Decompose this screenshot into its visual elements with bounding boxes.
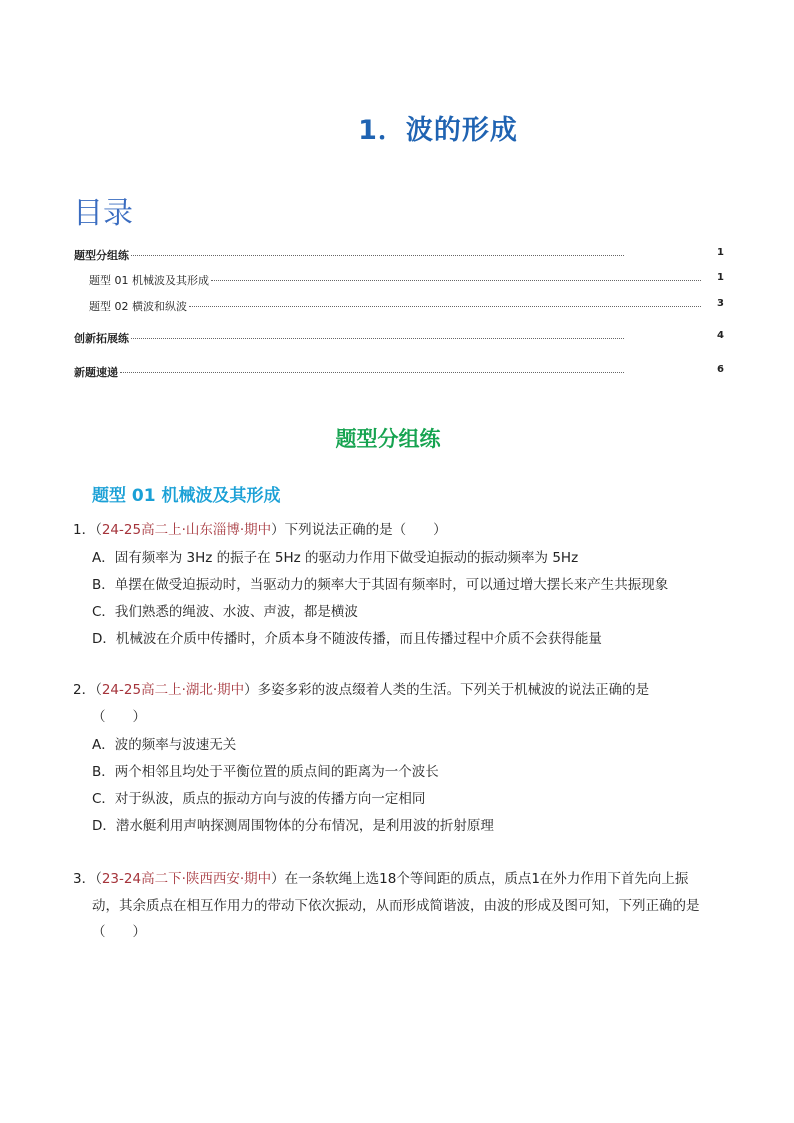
- option-c[interactable]: C．对于纵波，质点的振动方向与波的传播方向一定相同: [92, 791, 426, 807]
- source-close: ）: [271, 871, 285, 887]
- option-d[interactable]: D．潜水艇利用声呐探测周围物体的分布情况，是利用波的折射原理: [92, 818, 494, 834]
- source-close: ）: [271, 522, 285, 538]
- option-c[interactable]: C．我们熟悉的绳波、水波、声波，都是横波: [92, 604, 358, 620]
- option-d[interactable]: D．机械波在介质中传播时，介质本身不随波传播，而且传播过程中介质不会获得能量: [92, 631, 602, 647]
- option-a[interactable]: A．固有频率为 3Hz 的振子在 5Hz 的驱动力作用下做受迫振动的振动频率为 5Hz: [92, 550, 579, 566]
- toc-entry-label: 新题速递: [74, 366, 118, 379]
- toc-entry-page: 1: [717, 247, 724, 258]
- document-title: 1．波的形成: [358, 115, 518, 146]
- question-text: 在一条软绳上选18个等间距的质点，质点1在外力作用下首先向上振: [284, 871, 689, 887]
- toc-leader: [131, 255, 624, 256]
- question-number: 3．: [73, 871, 96, 887]
- question-text: 下列说法正确的是（ ）: [284, 522, 447, 538]
- toc-heading: 目录: [73, 196, 133, 231]
- source-open: （: [95, 682, 102, 698]
- question-source: 24-25高二上·湖北·期中: [101, 682, 245, 698]
- toc-leader: [211, 280, 701, 281]
- toc-leader: [120, 372, 624, 373]
- toc-entry-label: 题型分组练: [74, 249, 129, 262]
- toc-entry-page: 1: [717, 272, 724, 283]
- question-3-stem: [73, 866, 723, 892]
- toc-entry[interactable]: [74, 330, 724, 345]
- toc-entry-page: 6: [717, 364, 724, 375]
- toc-entry-label: 题型 01 机械波及其形成: [89, 274, 209, 287]
- option-b[interactable]: B．两个相邻且均处于平衡位置的质点间的距离为一个波长: [92, 764, 439, 780]
- question-number: 1．: [73, 522, 96, 538]
- question-2-stem: [73, 677, 723, 703]
- question-source: 24-25高二上·山东淄博·期中: [101, 522, 272, 538]
- question-1-stem: [73, 517, 723, 543]
- subsection-title: 题型 01 机械波及其形成: [92, 486, 281, 506]
- toc-entry[interactable]: [89, 272, 724, 287]
- question-text: 多姿多彩的波点缀着人类的生活。下列关于机械波的说法正确的是: [257, 682, 650, 698]
- section-title: 题型分组练: [335, 427, 441, 451]
- question-source: 23-24高二下·陕西西安·期中: [101, 871, 272, 887]
- question-3-stem-cont: 动，其余质点在相互作用力的带动下依次振动，从而形成简谐波，由波的形成及图可知，下列正确的是（ ）: [92, 898, 700, 940]
- toc-entry-label: 创新拓展练: [74, 332, 129, 345]
- toc-leader: [131, 338, 624, 339]
- source-close: ）: [244, 682, 258, 698]
- toc-entry[interactable]: [89, 298, 724, 313]
- toc-entry-label: 题型 02 横波和纵波: [89, 300, 187, 313]
- toc-entry-page: 3: [717, 298, 724, 309]
- question-2-stem-cont: （ ）: [92, 709, 146, 725]
- source-open: （: [95, 522, 102, 538]
- question-number: 2．: [73, 682, 96, 698]
- toc-entry[interactable]: [74, 364, 724, 379]
- source-open: （: [95, 871, 102, 887]
- option-a[interactable]: A．波的频率与波速无关: [92, 737, 237, 753]
- option-b[interactable]: B．单摆在做受迫振动时，当驱动力的频率大于其固有频率时，可以通过增大摆长来产生共振现象: [92, 577, 669, 593]
- toc-entry[interactable]: [74, 247, 724, 262]
- toc-leader: [189, 306, 701, 307]
- toc-entry-page: 4: [717, 330, 724, 341]
